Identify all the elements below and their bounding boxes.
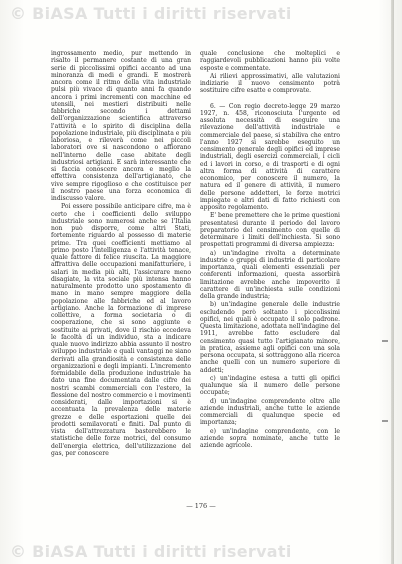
edge-mark [382,340,388,342]
paragraph: E' bene premettere che le prime questioni presentatesi durante il periodo del lavoro preparatorio del censimento con quelle di determinare i limiti dell'inchiesta. Si sono prospettati programmi di diversa ampiezza: [200,212,340,249]
list-item: e) un'indagine comprendente, con le aziende sopra nominate, anche tutte le aziende agricole. [200,427,340,449]
paragraph: Poi essere possibile anticipare cifre, ma è certo che i coefficienti dello sviluppo industriale sono numerosi anche se l'Italia non può disporre, come altri Stati, fortemente riguardo al possesso di materie prime. Tra quei coefficienti mettiamo al primo posto l'intelligenza e l'attività tenace, quale fattore di felice riuscita. La maggiore affrattiva delle occupazioni manifatturiere, i salari in media più alti, l'assicurare meno disagiate, la vita sociale più intensa hanno naturalmente prodotto uno spostamento di mano in mano sempre maggiore della popolazione alle fabbriche ed al lavoro artigiano. Anche la formazione di imprese collettive, a forma societaria o di cooperazione, che si sono aggiunte e sostituite ai privati, dove il rischio eccedeva le facoltà di un individuo, sta a indicare quale nuovo indirizzo abbia assunto il nostro sviluppo industriale e quali vantaggi ne siano derivati alla grandiosità e consistenza delle organizzazioni e degli impianti. L'incremento formidabile della produzione industriale ha dato una fine documentata dalle cifre dei nostri scambi commerciali con l'estero, la flessione del nostro commercio e i movimenti considerati, dalle importazioni si è accentuata la prevalenza delle materie grezze e delle esportazioni quelle dei prodotti semilavorati e finiti. Dal punto di vista dell'attrezzatura basterebbero le statistiche delle forze motrici, del consumo dell'energia elettrica, dell'utilizzazione del gas, per conoscere [51,203,191,457]
list-item: d) un'indagine comprendente oltre alle aziende industriali, anche tutte le aziende commerciali di qualunque specie ed importanza; [200,397,340,427]
watermark-top: © BiASA Tutti i diritti riservati [10,4,292,23]
left-text-column [51,50,191,457]
paragraph: Ai rilievi approssimativi, alle valutazioni indiziarie il nuovo censimento potrà sostituire cifre esatte e comprovate. [200,72,340,95]
watermark-bottom: © BiASA Tutti i diritti riservati [10,542,292,561]
binding-edge [391,0,394,564]
list-item: c) un'indagine estesa a tutti gli opifici qualunque sia il numero delle persone occupate; [200,374,340,397]
right-text-column [200,50,340,449]
list-item: b) un'indagine generale delle industrie escludendo però soltanto i piccolissimi opifici, nei quali è occupato il solo padrone. Questa limitazione, adottata nell'indagine del 1911, avrebbe fatto escludere dal censimento quasi tutto l'artigianato minore, in pratica, assieme agli opifici con una sola persona occupata, si sottraggono alla ricerca anche quelli con un numero superiore di addetti; [200,301,340,374]
paragraph: quale conclusione che molteplici e raggiardevoli pubblicazioni hanno più volte esposte e commentate. [200,50,340,72]
section-paragraph: 6. — Con regio decreto-legge 29 marzo 1927, n. 458, riconosciuta l'urgente ed assoluta necessità di eseguire una rilevazione dell'attività industriale e commerciale del paese, si stabiliva che entro l'anno 1927 si sarebbe eseguito un censimento generale degli opifici ed imprese industriali, degli esercizi commerciali, i cicli ed i lavori in corso, e di trasporti e di ogni altra forma di attività di carattere economico, per conoscere il numero, la natura ed il genere di attività, il numero delle persone addetteri, le forze motrici impiegate e altri dati di fatto richiesti con apposito regolamento. [200,102,340,211]
paragraph: ingrossamento medio, pur mettendo in risalto il permanere costante di una gran serie di piccolissimi opifici accanto ad una minoranza di medi e grandi. E mostrerà ancora come il ritmo della vita industriale pulsi più vivace di quanto anni fa quando ancora i primi incrementi con macchine ed utensili, nei mestieri distribuiti nelle fabbriche secondo i dettami dell'organizzazione scientifica attraverso l'attività e lo spirito di disciplina della popolazione industriale, più disciplinata e più laboriosa, e rileverà come nei piccoli laboratori ove si nascondono o affiorano nell'interno delle case abitate degli industriosi artigiani. E sarà interessante che si faccia conoscere ancora e meglio la effettiva consistenza dell'artigianato, che vive sempre rigoglioso e che costituisce per il nostro paese una forza economica di indiscusso valore. [51,50,191,202]
list-item: a) un'indagine rivolta a determinate industrie o gruppi di industrie di particolare importanza, quali elementi essenziali per conferenti informazioni, questa assorbirà limitazione avrebbe anche impoverito il carattere di un'inchiesta sulle condizioni della grande industria; [200,249,340,300]
page-number: — 176 — [186,502,216,510]
edge-mark [382,420,388,422]
